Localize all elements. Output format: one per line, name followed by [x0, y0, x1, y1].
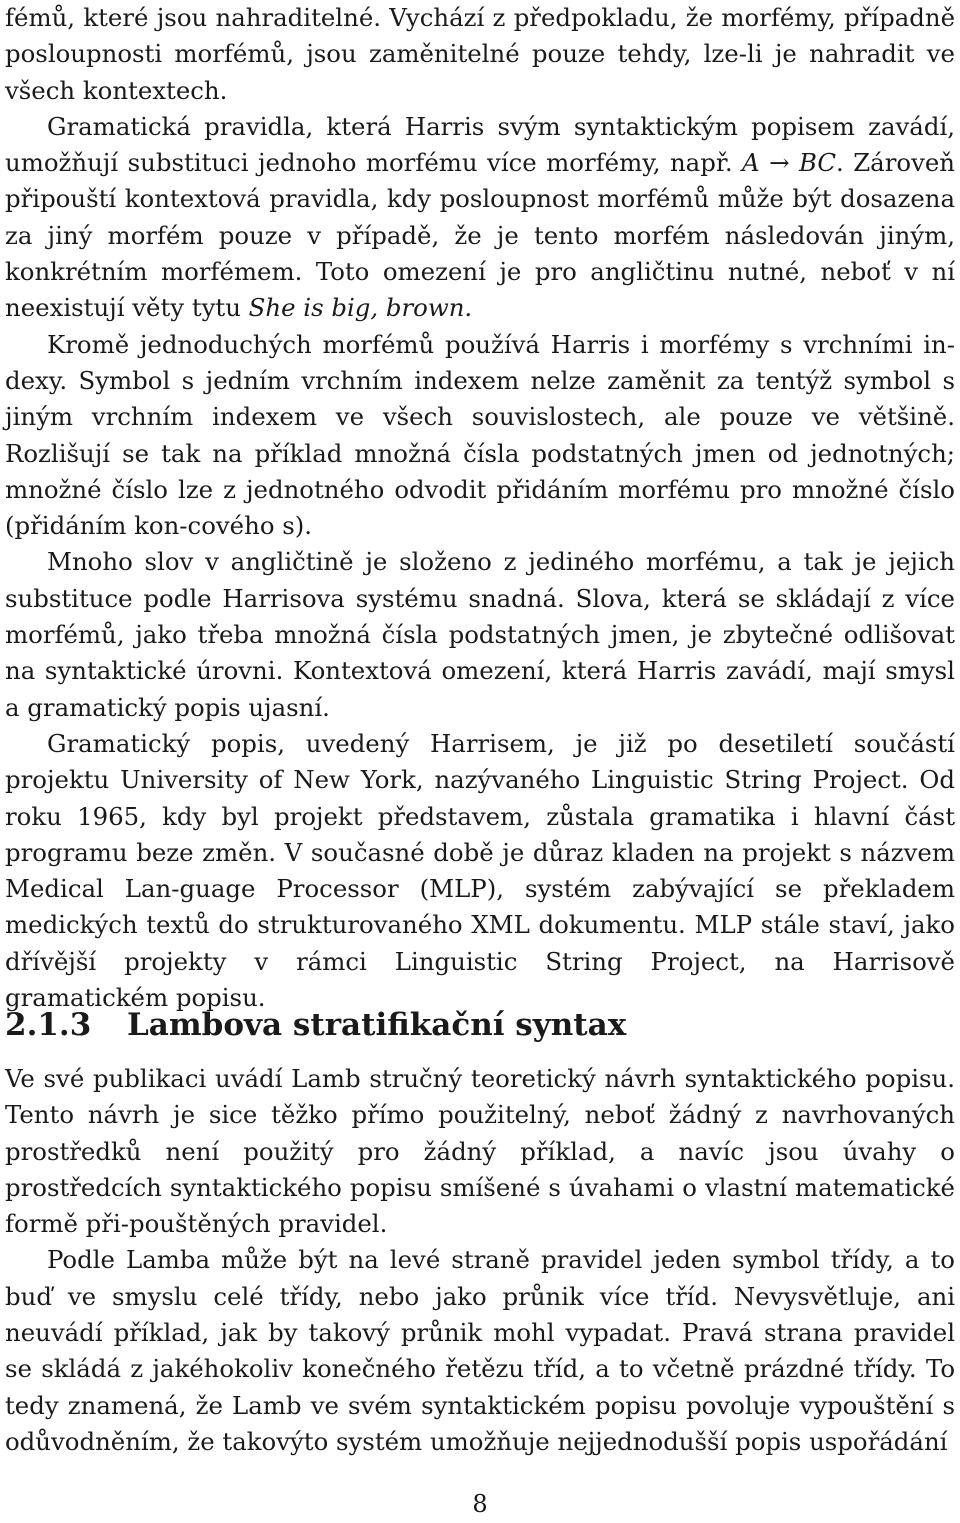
paragraph: Podle Lamba může být na levé straně pravidel jeden symbol třídy, a to buď ve smyslu celé třídy, nebo jako průnik více tříd. Nevysvětluje, ani neuvádí příklad, jak by takový průnik mohl vypadat. Pravá strana pravidel se skládá z jakéhokoliv konečného řetězu tříd, a to včetně prázdné třídy. To tedy znamená, že Lamb ve svém syntaktickém popisu povoluje vypouštění s odůvodněním, že takovýto systém umožňuje nejjednodušší popis uspořádání — [5, 1245, 955, 1456]
paragraph: Mnoho slov v angličtině je složeno z jediného morfému, a tak je jejich substituce podle Harrisova systému snadná. Slova, která se skládají z více morfémů, jako třeba množná čísla podstatných jmen, je zbytečné odlišovat na syntaktické úrovni. Kontextová omezení, která Harris zavádí, mají smysl a gramatický popis ujasní. — [5, 547, 955, 722]
paragraph: Gramatický popis, uvedený Harrisem, je již po desetiletí součástí projektu University of New York, nazývaného Linguistic String Project. Od roku 1965, kdy byl projekt představem, zůstala gramatika i hlavní část programu beze změn. V současné době je důraz kladen na projekt s názvem Medical Lan-guage Processor (MLP), systém zabývající se překladem medických textů do strukturovaného XML dokumentu. MLP stále staví, jako dřívější projekty v rámci Linguistic String Project, na Harrisově gramatickém popisu. — [5, 728, 955, 1013]
formula: A → BC — [742, 148, 837, 178]
paragraph-text: . Zároveň připouští kontextová pravidla, kdy posloupnost morfémů může být dosazena za jiný morfém pouze v případě, že je tento morfém následován jiným, konkrétním morfémem. Toto omezení je pro angličtinu nutné, neboť v ní neexistují věty tytu — [5, 148, 955, 323]
section-text-lamb — [5, 1061, 955, 1460]
section-text-harris — [5, 0, 955, 1016]
section-title: Lambova stratifikační syntax — [127, 1007, 627, 1043]
page-number: 8 — [472, 1490, 488, 1518]
section-heading — [5, 1000, 626, 1050]
paragraph-text: Gramatická pravidla, která Harris svým syntaktickým popisem zavádí, umožňují substituci jednoho morfému více morfémy, např. — [5, 111, 955, 178]
paragraph: Kromě jednoduchých morfémů používá Harris i morfémy s vrchními in-dexy. Symbol s jedním vrchním indexem nelze zaměnit za tentýž symbol s jiným vrchním indexem ve všech souvislostech, ale pouze ve většině. Rozlišují se tak na příklad množná čísla podstatných jmen od jednotných; množné číslo lze z jednotného odvodit přidáním morfému pro množné číslo (přidáním kon-cového s). — [5, 329, 955, 541]
section-number: 2.1.3 — [5, 1007, 92, 1043]
example-sentence: She is big, brown. — [248, 293, 473, 323]
paragraph: Ve své publikaci uvádí Lamb stručný teoretický návrh syntaktického popisu. Tento návrh je sice těžko přímo použitelný, neboť žádný z navrhovaných prostředků není použitý pro žádný příklad, a navíc jsou úvahy o prostředcích syntaktického popisu smíšené s úvahami o vlastní matematické formě při-pouštěných pravidel. — [5, 1064, 955, 1239]
paragraph: fémů, které jsou nahraditelné. Vychází z předpokladu, že morfémy, případně posloupnosti morfémů, jsou zaměnitelné pouze tehdy, lze-li je nahradit ve všech kontextech. — [5, 3, 955, 105]
paragraph — [5, 109, 955, 327]
